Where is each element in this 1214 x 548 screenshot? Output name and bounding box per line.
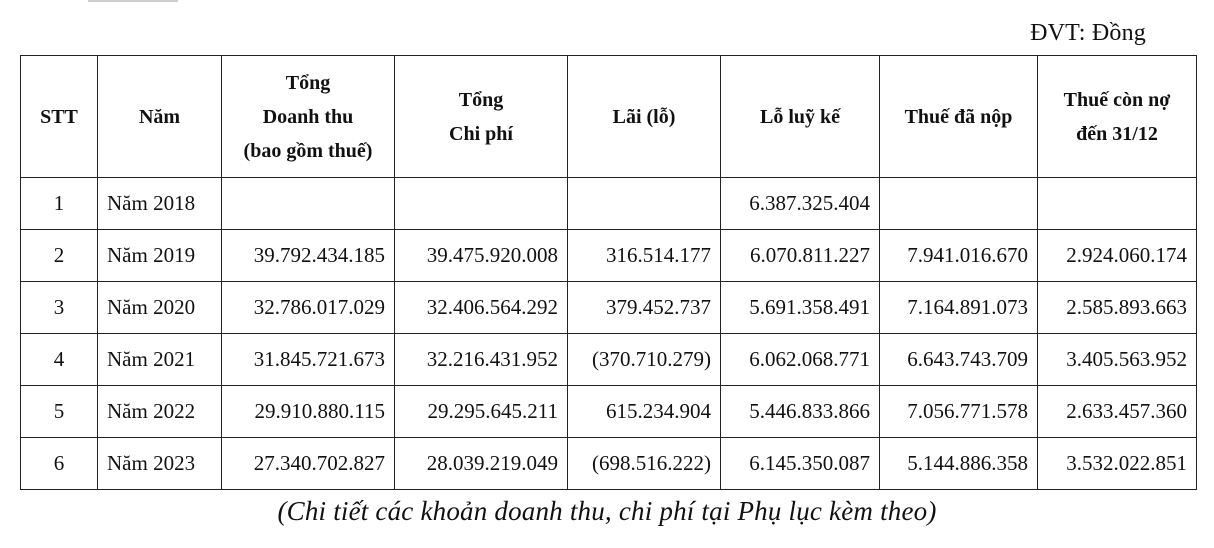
cell-year: Năm 2018 — [98, 178, 222, 230]
cell-tax-paid — [880, 178, 1038, 230]
cell-profit-loss: (370.710.279) — [568, 334, 721, 386]
cell-total-expense: 29.295.645.211 — [395, 386, 568, 438]
cell-stt: 2 — [21, 230, 98, 282]
table-header-row — [21, 56, 1197, 178]
cell-tax-owed: 2.633.457.360 — [1038, 386, 1197, 438]
header-total-expense: Tổng Chi phí — [395, 56, 568, 178]
table-row — [21, 386, 1197, 438]
cell-accumulated-loss: 6.387.325.404 — [721, 178, 880, 230]
cell-tax-paid: 7.941.016.670 — [880, 230, 1038, 282]
header-profit-loss: Lãi (lỗ) — [568, 56, 721, 178]
header-tax-owed: Thuế còn nợ đến 31/12 — [1038, 56, 1197, 178]
cell-total-revenue — [222, 178, 395, 230]
cell-year: Năm 2020 — [98, 282, 222, 334]
table-row — [21, 230, 1197, 282]
cell-total-revenue: 31.845.721.673 — [222, 334, 395, 386]
cell-year: Năm 2023 — [98, 438, 222, 490]
cell-tax-paid: 7.164.891.073 — [880, 282, 1038, 334]
cell-total-expense: 32.216.431.952 — [395, 334, 568, 386]
cell-profit-loss: 379.452.737 — [568, 282, 721, 334]
cell-accumulated-loss: 6.062.068.771 — [721, 334, 880, 386]
footnote: (Chi tiết các khoản doanh thu, chi phí tại Phụ lục kèm theo) — [277, 496, 937, 526]
cell-total-revenue: 29.910.880.115 — [222, 386, 395, 438]
cell-stt: 6 — [21, 438, 98, 490]
cell-stt: 4 — [21, 334, 98, 386]
cell-tax-owed: 2.585.893.663 — [1038, 282, 1197, 334]
table-row — [21, 438, 1197, 490]
header-stt: STT — [21, 56, 98, 178]
cell-tax-owed: 3.532.022.851 — [1038, 438, 1197, 490]
cell-profit-loss — [568, 178, 721, 230]
cell-stt: 1 — [21, 178, 98, 230]
table-row — [21, 282, 1197, 334]
cell-total-expense: 32.406.564.292 — [395, 282, 568, 334]
cell-total-expense: 39.475.920.008 — [395, 230, 568, 282]
cell-tax-paid: 5.144.886.358 — [880, 438, 1038, 490]
cell-profit-loss: 615.234.904 — [568, 386, 721, 438]
table-row — [21, 178, 1197, 230]
cell-stt: 5 — [21, 386, 98, 438]
cell-tax-paid: 6.643.743.709 — [880, 334, 1038, 386]
header-total-revenue: Tổng Doanh thu (bao gồm thuế) — [222, 56, 395, 178]
cell-profit-loss: (698.516.222) — [568, 438, 721, 490]
header-tax-paid: Thuế đã nộp — [880, 56, 1038, 178]
cell-profit-loss: 316.514.177 — [568, 230, 721, 282]
cell-year: Năm 2022 — [98, 386, 222, 438]
cell-tax-paid: 7.056.771.578 — [880, 386, 1038, 438]
cell-accumulated-loss: 5.691.358.491 — [721, 282, 880, 334]
financial-table — [20, 55, 1197, 490]
cell-total-expense — [395, 178, 568, 230]
cell-accumulated-loss: 6.145.350.087 — [721, 438, 880, 490]
cell-accumulated-loss: 5.446.833.866 — [721, 386, 880, 438]
header-year: Năm — [98, 56, 222, 178]
cell-year: Năm 2021 — [98, 334, 222, 386]
cell-tax-owed: 2.924.060.174 — [1038, 230, 1197, 282]
header-accumulated-loss: Lỗ luỹ kế — [721, 56, 880, 178]
cell-total-revenue: 27.340.702.827 — [222, 438, 395, 490]
cell-tax-owed: 3.405.563.952 — [1038, 334, 1197, 386]
table-row — [21, 334, 1197, 386]
top-edge-mark — [88, 0, 178, 2]
cell-stt: 3 — [21, 282, 98, 334]
cell-total-expense: 28.039.219.049 — [395, 438, 568, 490]
cell-total-revenue: 32.786.017.029 — [222, 282, 395, 334]
cell-tax-owed — [1038, 178, 1197, 230]
cell-total-revenue: 39.792.434.185 — [222, 230, 395, 282]
cell-year: Năm 2019 — [98, 230, 222, 282]
unit-label: ĐVT: Đồng — [1030, 20, 1146, 46]
cell-accumulated-loss: 6.070.811.227 — [721, 230, 880, 282]
